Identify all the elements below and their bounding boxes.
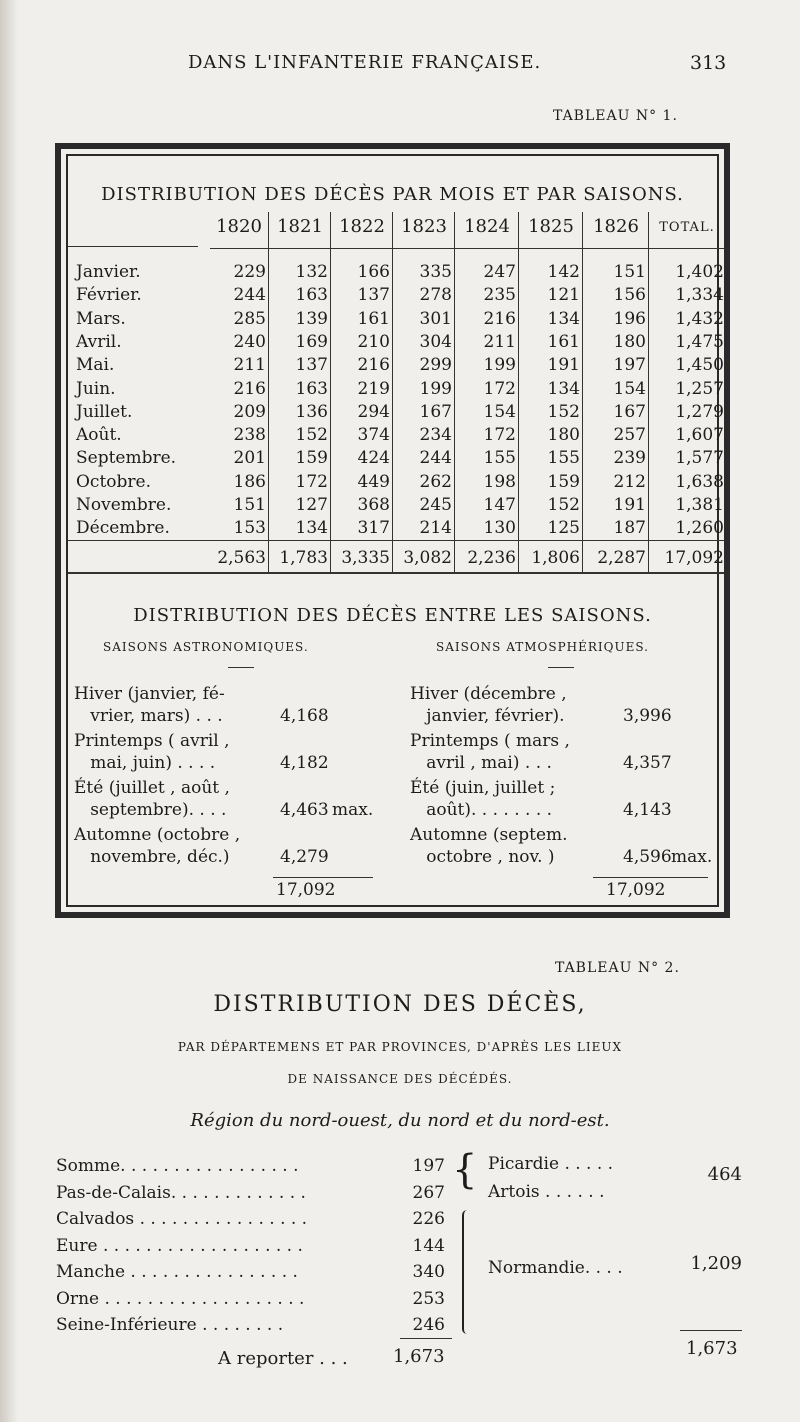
table-cell: 235 [483, 285, 516, 306]
month-label: Juin. [76, 378, 116, 399]
province-name: Artois . . . . . . [488, 1182, 605, 1202]
season-max-mark: max. [671, 847, 713, 867]
table-cell: 239 [613, 448, 646, 469]
table-cell: 294 [357, 401, 390, 422]
season-line: Automne (septem. [410, 825, 568, 845]
carry-rule [400, 1338, 452, 1339]
season-max-mark: max. [332, 800, 374, 820]
province-value: 1,209 [690, 1253, 742, 1274]
header-rule [68, 246, 198, 247]
table-cell: 196 [613, 308, 646, 329]
table-cell: 132 [295, 262, 328, 282]
table-cell: 1,450 [675, 355, 724, 376]
table-cell: 155 [547, 448, 580, 469]
table-cell: 152 [295, 425, 328, 446]
short-rule [228, 667, 254, 668]
department-name: Eure . . . . . . . . . . . . . . . . . . . [56, 1235, 303, 1256]
season-value: 4,357 [623, 753, 672, 773]
table-cell: 211 [233, 355, 266, 376]
table-cell: 240 [233, 331, 266, 352]
table-cell: 335 [419, 262, 452, 282]
season-value: 4,168 [280, 706, 329, 726]
table1-label: TABLEAU N° 1. [553, 108, 678, 124]
table-cell: 304 [419, 331, 452, 352]
table-cell: 234 [419, 425, 452, 446]
table-cell: 127 [295, 495, 328, 515]
department-value: 226 [412, 1209, 445, 1229]
table-cell: 1,607 [675, 425, 724, 446]
table-cell: 285 [233, 308, 266, 329]
table2-subtitle: PAR DÉPARTEMENS ET PAR PROVINCES, D'APRÈS LES LIEUX [177, 1040, 623, 1054]
table-cell: 244 [233, 285, 266, 306]
season-total-rule [593, 877, 708, 878]
column-rule [454, 212, 455, 572]
department-name: Somme. . . . . . . . . . . . . . . . . [56, 1156, 299, 1176]
season-value: 3,996 [623, 706, 672, 726]
column-rule [582, 212, 583, 572]
table1-inner-border [66, 154, 724, 907]
table-cell: 1,381 [675, 495, 724, 515]
table-cell: 153 [233, 518, 266, 539]
table-cell: 156 [613, 285, 646, 306]
totals-rule [68, 540, 724, 541]
table-cell: 142 [547, 262, 580, 282]
table-cell: 134 [295, 518, 328, 539]
table-cell: 121 [547, 285, 580, 306]
table-cell: 299 [419, 355, 452, 376]
season-line: Printemps ( avril , [74, 731, 230, 751]
table-cell: 210 [357, 331, 390, 352]
table-cell: 278 [419, 285, 452, 306]
table-cell: 212 [613, 471, 646, 492]
season-value: 4,182 [280, 753, 329, 773]
department-value: 340 [412, 1262, 445, 1282]
table-cell: 163 [295, 378, 328, 399]
season-line: vrier, mars) . . . [74, 706, 223, 726]
season-value: 4,279 [280, 847, 329, 867]
department-value: 197 [412, 1156, 445, 1176]
astro-seasons-heading: SAISONS ASTRONOMIQUES. [103, 640, 309, 654]
season-value: 4,596 [623, 847, 672, 867]
table-cell: 134 [547, 308, 580, 329]
column-rule [392, 212, 393, 572]
department-name: Seine-Inférieure . . . . . . . . [56, 1315, 284, 1335]
total-cell: 1,783 [279, 548, 328, 568]
carry-value-right: 1,673 [686, 1338, 738, 1359]
month-label: Juillet. [76, 401, 133, 422]
season-line: mai, juin) . . . . [74, 753, 216, 773]
total-cell: 1,806 [531, 548, 580, 568]
table-cell: 1,334 [675, 285, 724, 306]
year-header: 1823 [401, 216, 447, 237]
column-rule [648, 212, 649, 572]
table-cell: 187 [613, 518, 646, 539]
table-cell: 368 [357, 495, 390, 515]
month-label: Mars. [76, 308, 126, 329]
total-cell: 3,082 [403, 548, 452, 568]
table-cell: 211 [483, 331, 516, 352]
table-cell: 151 [613, 262, 646, 282]
table-cell: 449 [357, 471, 390, 492]
table2-label: TABLEAU N° 2. [555, 960, 680, 976]
season-line: novembre, déc.) [74, 847, 230, 867]
table-cell: 216 [233, 378, 266, 399]
page-binding-shadow [0, 0, 18, 1422]
department-name: Pas-de-Calais. . . . . . . . . . . . . [56, 1182, 306, 1203]
table-cell: 167 [419, 401, 452, 422]
month-label: Mai. [76, 355, 115, 376]
province-value: 464 [707, 1164, 742, 1185]
astro-total: 17,092 [276, 880, 336, 900]
department-value: 246 [412, 1315, 445, 1335]
season-line: Automne (octobre , [74, 825, 241, 845]
table-cell: 172 [483, 425, 516, 446]
department-name: Manche . . . . . . . . . . . . . . . . [56, 1262, 298, 1282]
table-cell: 139 [295, 308, 328, 329]
table-cell: 198 [483, 471, 516, 492]
table-cell: 216 [357, 355, 390, 376]
table-cell: 214 [419, 518, 452, 539]
table-cell: 247 [483, 262, 516, 282]
table-cell: 317 [357, 518, 390, 539]
table-cell: 245 [419, 495, 452, 515]
table-cell: 244 [419, 448, 452, 469]
table-cell: 424 [357, 448, 390, 469]
table-cell: 301 [419, 308, 452, 329]
atmo-seasons-heading: SAISONS ATMOSPHÉRIQUES. [436, 640, 649, 654]
year-header: 1824 [464, 216, 510, 237]
table-cell: 374 [357, 425, 390, 446]
table-cell: 238 [233, 425, 266, 446]
season-line: septembre). . . . [74, 800, 227, 820]
total-cell: 2,287 [597, 548, 646, 568]
brace-normandie [462, 1210, 467, 1334]
season-line: janvier, février). [410, 706, 565, 726]
table-divider [68, 572, 724, 574]
table-cell: 186 [233, 471, 266, 492]
total-cell: 3,335 [341, 548, 390, 568]
page-number: 313 [690, 52, 727, 74]
total-cell: 17,092 [664, 548, 724, 568]
table-cell: 152 [547, 495, 580, 515]
month-label: Février. [76, 285, 142, 306]
table2-subtitle: DE NAISSANCE DES DÉCÉDÉS. [287, 1072, 513, 1086]
month-label: Janvier. [76, 262, 141, 282]
table-cell: 201 [233, 448, 266, 469]
table-cell: 262 [419, 471, 452, 492]
brace-picardie-artois: { [452, 1147, 478, 1193]
table-cell: 199 [483, 355, 516, 376]
month-label: Novembre. [76, 495, 172, 515]
table-cell: 137 [295, 355, 328, 376]
table-cell: 159 [295, 448, 328, 469]
table-cell: 154 [613, 378, 646, 399]
carry-value: 1,673 [393, 1346, 445, 1367]
year-header: 1822 [339, 216, 385, 237]
season-line: Été (juin, juillet ; [410, 778, 556, 798]
season-line: octobre , nov. ) [410, 847, 555, 867]
season-value: 4,463 [280, 800, 329, 820]
season-line: août). . . . . . . . [410, 800, 553, 820]
carry-rule [680, 1330, 742, 1331]
season-line: Hiver (janvier, fé- [74, 684, 225, 704]
atmo-total: 17,092 [606, 880, 666, 900]
month-label: Août. [76, 425, 122, 446]
column-rule [268, 212, 269, 572]
year-header: 1821 [277, 216, 323, 237]
table-cell: 180 [613, 331, 646, 352]
carry-label: A reporter . . . [218, 1348, 348, 1369]
column-rule [330, 212, 331, 572]
table-cell: 1,279 [675, 401, 724, 422]
table-cell: 199 [419, 378, 452, 399]
table-cell: 136 [295, 401, 328, 422]
table-cell: 257 [613, 425, 646, 446]
table-cell: 169 [295, 331, 328, 352]
table-cell: 191 [547, 355, 580, 376]
month-label: Avril. [76, 331, 122, 352]
table-cell: 163 [295, 285, 328, 306]
running-head: DANS L'INFANTERIE FRANÇAISE. [188, 52, 542, 73]
table-cell: 155 [483, 448, 516, 469]
month-label: Septembre. [76, 448, 177, 469]
table-cell: 1,257 [675, 378, 724, 399]
table-cell: 159 [547, 471, 580, 492]
table-cell: 1,432 [675, 308, 724, 329]
table-cell: 130 [483, 518, 516, 539]
table-cell: 216 [483, 308, 516, 329]
year-header: 1826 [593, 216, 639, 237]
season-value: 4,143 [623, 800, 672, 820]
column-rule [518, 212, 519, 572]
table-cell: 229 [233, 262, 266, 282]
table1-frame [55, 143, 730, 918]
table-cell: 180 [547, 425, 580, 446]
table1-title: DISTRIBUTION DES DÉCÈS PAR MOIS ET PAR SAISONS. [101, 184, 684, 205]
season-total-rule [273, 877, 373, 878]
table-cell: 151 [233, 495, 266, 515]
table-cell: 161 [547, 331, 580, 352]
table-cell: 1,260 [675, 518, 724, 539]
season-line: Printemps ( mars , [410, 731, 570, 751]
table-cell: 172 [483, 378, 516, 399]
region-heading: Région du nord-ouest, du nord et du nord-est. [190, 1110, 610, 1131]
season-line: Hiver (décembre , [410, 684, 567, 704]
province-name: Picardie . . . . . [488, 1154, 614, 1174]
table-cell: 154 [483, 401, 516, 422]
table-cell: 219 [357, 378, 390, 399]
total-cell: 2,236 [467, 548, 516, 568]
table-cell: 137 [357, 285, 390, 306]
table-cell: 209 [233, 401, 266, 422]
table-cell: 125 [547, 518, 580, 539]
table2-title: DISTRIBUTION DES DÉCÈS, [213, 992, 587, 1017]
table-cell: 1,577 [675, 448, 724, 469]
table-cell: 166 [357, 262, 390, 282]
department-name: Orne . . . . . . . . . . . . . . . . . . . [56, 1288, 305, 1309]
department-value: 144 [412, 1235, 445, 1256]
table-cell: 197 [613, 355, 646, 376]
table-cell: 1,402 [675, 262, 724, 282]
year-header: 1825 [528, 216, 574, 237]
table-cell: 147 [483, 495, 516, 515]
department-value: 267 [412, 1182, 445, 1203]
department-name: Calvados . . . . . . . . . . . . . . . . [56, 1209, 308, 1229]
table-cell: 1,638 [675, 471, 724, 492]
seasons-title: DISTRIBUTION DES DÉCÈS ENTRE LES SAISONS. [133, 605, 652, 626]
table-cell: 152 [547, 401, 580, 422]
table-cell: 134 [547, 378, 580, 399]
province-name: Normandie. . . . [488, 1258, 623, 1278]
department-value: 253 [412, 1288, 445, 1309]
year-header-total: TOTAL. [659, 220, 715, 235]
month-label: Décembre. [76, 518, 170, 539]
table-cell: 1,475 [675, 331, 724, 352]
table-cell: 191 [613, 495, 646, 515]
short-rule [548, 667, 574, 668]
table-cell: 167 [613, 401, 646, 422]
table-cell: 161 [357, 308, 390, 329]
season-line: Été (juillet , août , [74, 778, 230, 798]
total-cell: 2,563 [217, 548, 266, 568]
season-line: avril , mai) . . . [410, 753, 552, 773]
table-cell: 172 [295, 471, 328, 492]
month-label: Octobre. [76, 471, 151, 492]
year-header: 1820 [216, 216, 262, 237]
header-rule [210, 248, 724, 249]
